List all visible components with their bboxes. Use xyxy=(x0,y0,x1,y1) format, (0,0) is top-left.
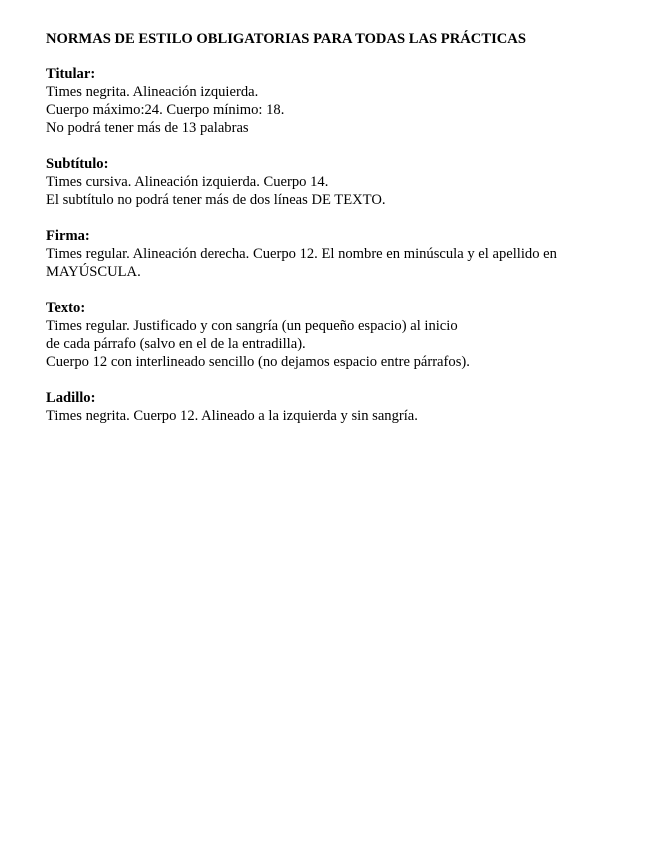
section-firma xyxy=(46,227,636,281)
section-heading: Texto: xyxy=(46,300,86,316)
section-titular xyxy=(46,65,636,137)
document-page xyxy=(46,30,636,443)
section-line: No podrá tener más de 13 palabras xyxy=(46,120,249,136)
section-heading: Firma: xyxy=(46,228,90,244)
section-ladillo xyxy=(46,389,636,425)
section-line: Cuerpo máximo:24. Cuerpo mínimo: 18. xyxy=(46,102,285,118)
section-line: Times negrita. Alineación izquierda. xyxy=(46,84,259,100)
section-line: Times regular. Justificado y con sangría (un pequeño espacio) al inicio xyxy=(46,318,458,334)
section-heading: Ladillo: xyxy=(46,390,96,406)
section-heading: Titular: xyxy=(46,66,96,82)
section-line: MAYÚSCULA. xyxy=(46,264,141,280)
section-heading: Subtítulo: xyxy=(46,156,109,172)
section-texto xyxy=(46,299,636,371)
section-line: Times cursiva. Alineación izquierda. Cuerpo 14. xyxy=(46,174,329,190)
section-line: Cuerpo 12 con interlineado sencillo (no dejamos espacio entre párrafos). xyxy=(46,354,470,370)
section-subtitulo xyxy=(46,155,636,209)
section-line: El subtítulo no podrá tener más de dos líneas DE TEXTO. xyxy=(46,192,386,208)
document-title: NORMAS DE ESTILO OBLIGATORIAS PARA TODAS LAS PRÁCTICAS xyxy=(46,31,526,47)
section-line: Times negrita. Cuerpo 12. Alineado a la izquierda y sin sangría. xyxy=(46,408,418,424)
section-line: Times regular. Alineación derecha. Cuerpo 12. El nombre en minúscula y el apellido en xyxy=(46,246,557,262)
section-line: de cada párrafo (salvo en el de la entradilla). xyxy=(46,336,306,352)
